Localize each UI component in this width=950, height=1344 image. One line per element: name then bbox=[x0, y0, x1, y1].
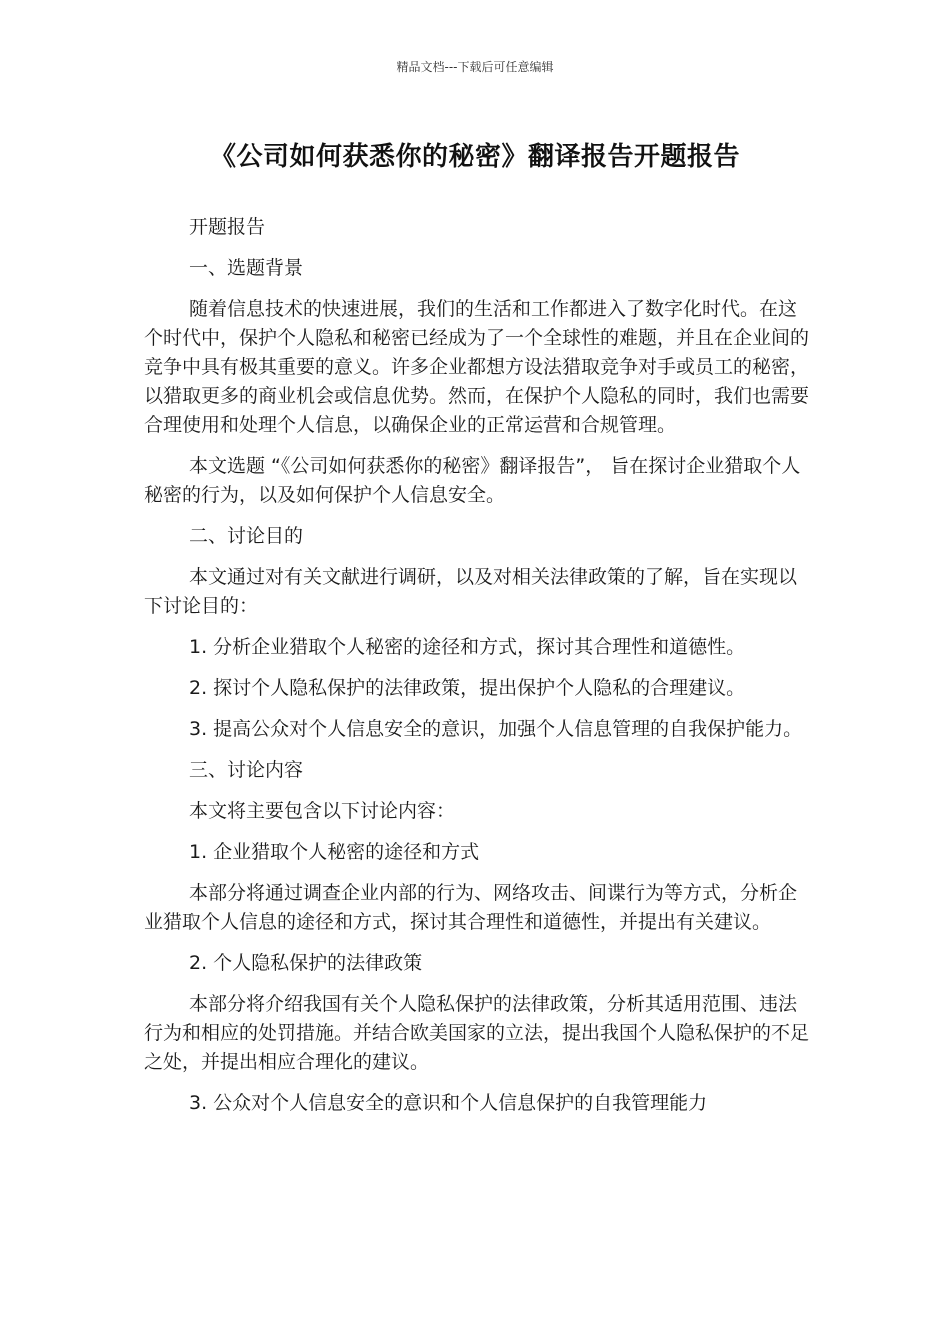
document-body bbox=[144, 213, 812, 1130]
section-heading: 三、讨论内容 bbox=[189, 759, 304, 781]
subsection-heading: 2. 个人隐私保护的法律政策 bbox=[189, 952, 423, 974]
paragraph: 随着信息技术的快速进展，我们的生活和工作都进入了数字化时代。在这个时代中，保护个人隐私和秘密已经成为了一个全球性的难题，并且在企业间的竞争中具有极其重要的意义。许多企业都想方设法猎取竞争对手或员工的秘密，以猎取更多的商业机会或信息优势。然而，在保护个人隐私的同时，我们也需要合理使用和处理个人信息，以确保企业的正常运营和合规管理。 bbox=[144, 298, 810, 436]
subsection-heading: 3. 公众对个人信息安全的意识和个人信息保护的自我管理能力 bbox=[189, 1092, 708, 1114]
section-heading: 二、讨论目的 bbox=[189, 525, 304, 547]
list-item: 1. 分析企业猎取个人秘密的途径和方式，探讨其合理性和道德性。 bbox=[189, 636, 746, 658]
document-title: 《公司如何获悉你的秘密》翻译报告开题报告 bbox=[209, 142, 740, 172]
list-item: 3. 提高公众对个人信息安全的意识，加强个人信息管理的自我保护能力。 bbox=[189, 718, 803, 740]
paragraph: 本文通过对有关文献进行调研，以及对相关法律政策的了解，旨在实现以下讨论目的： bbox=[144, 566, 798, 617]
header-note: 精品文档---下载后可任意编辑 bbox=[396, 60, 554, 74]
subsection-heading: 1. 企业猎取个人秘密的途径和方式 bbox=[189, 841, 480, 863]
paragraph: 本文选题 “《公司如何获悉你的秘密》翻译报告”， 旨在探讨企业猎取个人秘密的行为，以及如何保护个人信息安全。 bbox=[144, 455, 801, 506]
paragraph-heading: 开题报告 bbox=[189, 216, 266, 238]
paragraph: 本部分将通过调查企业内部的行为、网络攻击、间谍行为等方式，分析企业猎取个人信息的途径和方式，探讨其合理性和道德性，并提出有关建议。 bbox=[144, 882, 798, 933]
list-item: 2. 探讨个人隐私保护的法律政策，提出保护个人隐私的合理建议。 bbox=[189, 677, 746, 699]
paragraph: 本文将主要包含以下讨论内容： bbox=[189, 800, 456, 822]
section-heading: 一、选题背景 bbox=[189, 257, 304, 279]
paragraph: 本部分将介绍我国有关个人隐私保护的法律政策，分析其适用范围、违法行为和相应的处罚措施。并结合欧美国家的立法，提出我国个人隐私保护的不足之处，并提出相应合理化的建议。 bbox=[144, 993, 810, 1073]
